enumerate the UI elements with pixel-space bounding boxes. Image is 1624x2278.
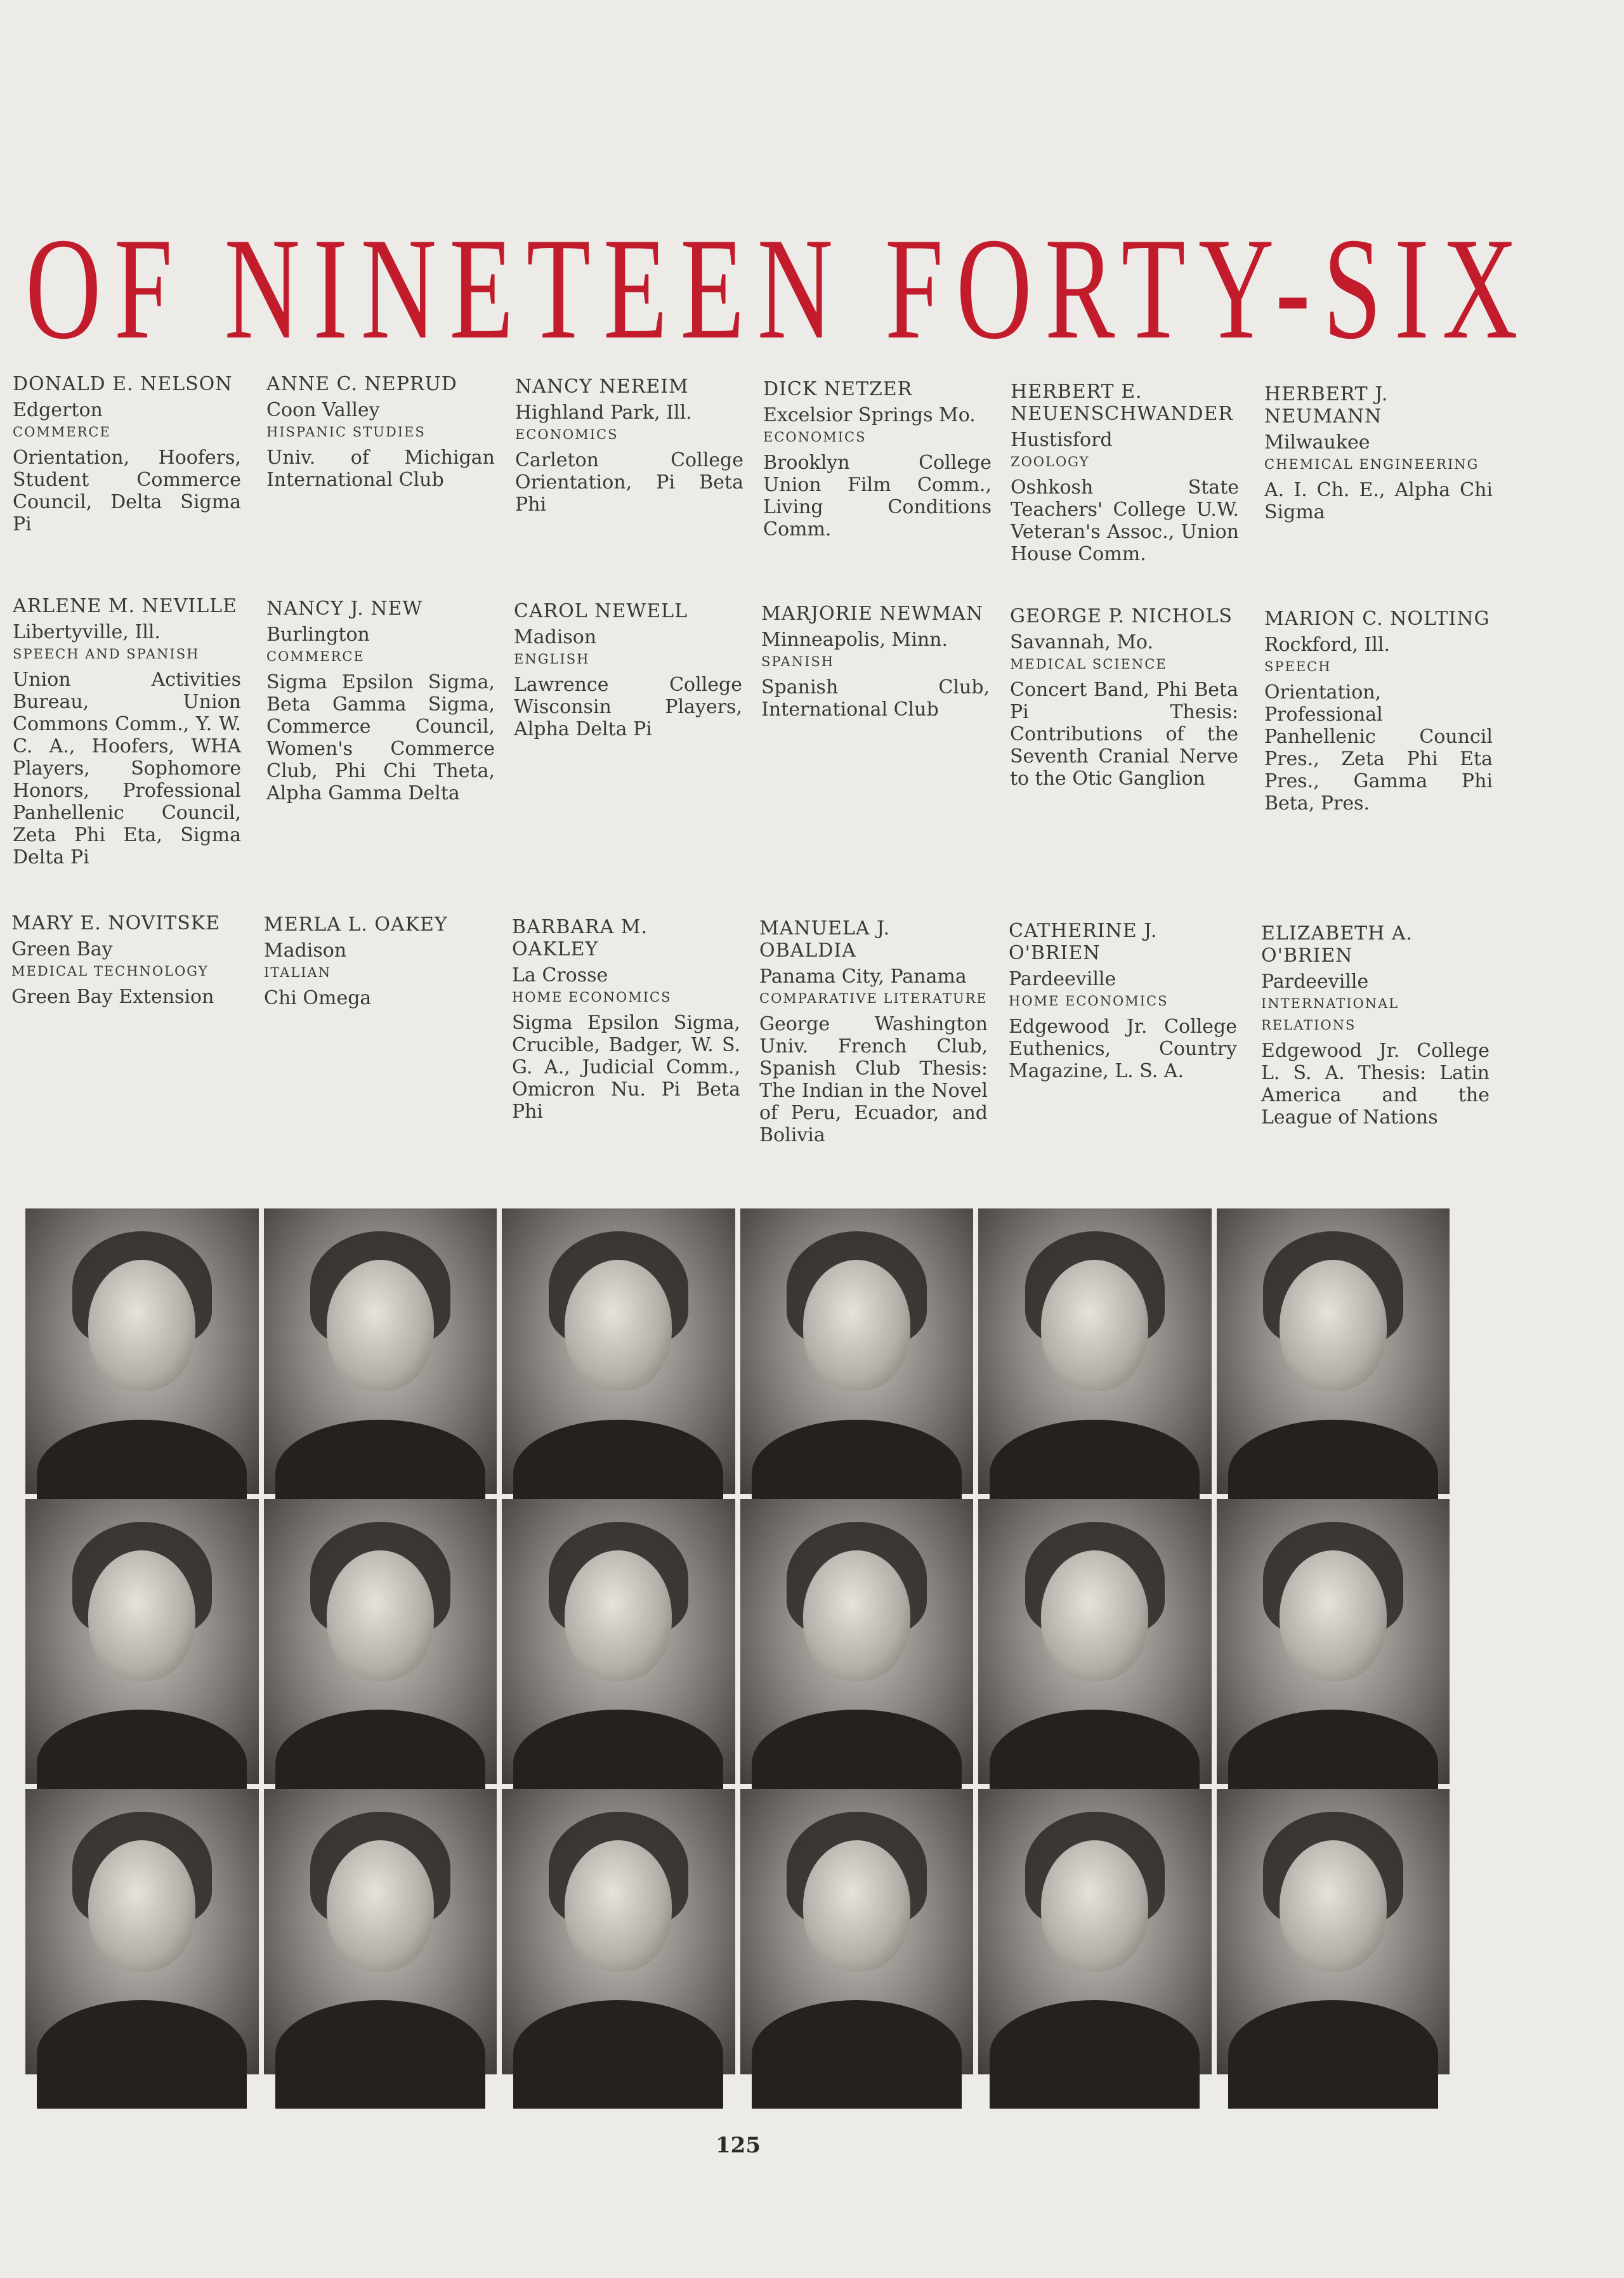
student-entry xyxy=(761,603,990,721)
student-hometown: Coon Valley xyxy=(266,399,380,421)
student-name: ELIZABETH A. O'BRIEN xyxy=(1261,922,1413,967)
student-activities: Oshkosh State Teachers' College U.W. Veteran's Assoc., Union House Comm. xyxy=(1011,476,1239,565)
student-name: MARION C. NOLTING xyxy=(1264,608,1490,630)
student-name: HERBERT J. NEUMANN xyxy=(1264,383,1389,428)
student-activities: Concert Band, Phi Beta Pi Thesis: Contributions of the Seventh Cranial Nerve to the Otic Ganglion xyxy=(1010,679,1238,790)
student-entry xyxy=(1264,383,1493,523)
student-entry xyxy=(514,600,742,740)
student-portrait xyxy=(978,1789,1212,2074)
student-major: MEDICAL SCIENCE xyxy=(1010,657,1167,672)
student-activities: Chi Omega xyxy=(264,987,372,1009)
student-activities: Univ. of Michigan International Club xyxy=(266,447,495,491)
student-portrait xyxy=(502,1208,735,1494)
student-hometown: Excelsior Springs Mo. xyxy=(763,404,976,426)
student-entry xyxy=(13,373,241,535)
student-major: INTERNATIONAL RELATIONS xyxy=(1261,996,1399,1033)
student-name: BARBARA M. OAKLEY xyxy=(512,916,648,960)
student-major: SPANISH xyxy=(761,654,835,669)
student-entry xyxy=(1010,605,1238,790)
student-portrait xyxy=(978,1208,1212,1494)
student-hometown: Pardeeville xyxy=(1009,968,1116,990)
student-entry xyxy=(13,595,241,868)
student-major: SPEECH xyxy=(1264,659,1332,674)
student-entry xyxy=(11,912,240,1008)
student-name: MARJORIE NEWMAN xyxy=(761,603,984,625)
student-activities: George Washington Univ. French Club, Spanish Club Thesis: The Indian in the Novel of Peru, Ecuador, and Bolivia xyxy=(759,1013,988,1146)
student-portrait xyxy=(1217,1499,1450,1784)
student-major: COMMERCE xyxy=(13,424,111,440)
student-portrait xyxy=(978,1499,1212,1784)
student-hometown: Madison xyxy=(514,626,597,648)
student-major: CHEMICAL ENGINEERING xyxy=(1264,457,1479,472)
student-major: SPEECH AND SPANISH xyxy=(13,646,200,662)
student-name: MARY E. NOVITSKE xyxy=(11,912,221,934)
student-portrait xyxy=(25,1789,259,2074)
student-portrait xyxy=(25,1208,259,1494)
student-major: HOME ECONOMICS xyxy=(1009,993,1169,1009)
student-entry xyxy=(1011,381,1239,565)
student-portrait xyxy=(264,1208,497,1494)
student-activities: Sigma Epsilon Sigma, Crucible, Badger, W. S. G. A., Judicial Comm., Omicron Nu. Pi Beta Phi xyxy=(512,1012,740,1123)
student-activities: Union Activities Bureau, Union Commons Comm., Y. W. C. A., Hoofers, WHA Players, Sophomore Honors, Professional Panhellenic Council, Zeta Phi Eta, Sigma Delta Pi xyxy=(13,669,241,868)
student-name: DICK NETZER xyxy=(763,378,913,400)
student-activities: Orientation, Hoofers, Student Commerce Council, Delta Sigma Pi xyxy=(13,447,241,535)
student-activities: Brooklyn College Union Film Comm., Living Conditions Comm. xyxy=(763,452,992,540)
student-name: ANNE C. NEPRUD xyxy=(266,373,457,395)
student-portrait xyxy=(502,1789,735,2074)
student-entry xyxy=(1264,608,1493,815)
student-name: CATHERINE J. O'BRIEN xyxy=(1009,920,1158,964)
student-major: ECONOMICS xyxy=(763,429,867,445)
student-activities: Lawrence College Wisconsin Players, Alpha Delta Pi xyxy=(514,674,742,740)
student-portrait xyxy=(264,1789,497,2074)
student-activities: Edgewood Jr. College L. S. A. Thesis: Latin America and the League of Nations xyxy=(1261,1040,1490,1129)
student-major: ITALIAN xyxy=(264,965,332,980)
student-hometown: Madison xyxy=(264,939,347,962)
student-activities: Orientation, Professional Panhellenic Council Pres., Zeta Phi Eta Pres., Gamma Phi Beta, Pres. xyxy=(1264,681,1493,815)
student-portrait xyxy=(1217,1789,1450,2074)
portrait-grid xyxy=(25,1208,1450,2074)
student-activities: Edgewood Jr. College Euthenics, Country Magazine, L. S. A. xyxy=(1009,1016,1237,1082)
student-major: HISPANIC STUDIES xyxy=(266,424,426,440)
student-activities: Sigma Epsilon Sigma, Beta Gamma Sigma, Commerce Council, Women's Commerce Club, Phi Chi Theta, Alpha Gamma Delta xyxy=(266,671,495,804)
student-name: GEORGE P. NICHOLS xyxy=(1010,605,1233,627)
student-name: NANCY NEREIM xyxy=(515,376,689,398)
student-entry xyxy=(1009,920,1237,1082)
page-number: 125 xyxy=(716,2133,761,2158)
student-activities: Carleton College Orientation, Pi Beta Phi xyxy=(515,449,743,516)
student-entry xyxy=(1261,922,1490,1129)
student-hometown: Pardeeville xyxy=(1261,971,1369,993)
student-name: HERBERT E. NEUENSCHWANDER xyxy=(1011,381,1234,425)
student-portrait xyxy=(740,1208,974,1494)
student-hometown: Burlington xyxy=(266,624,370,646)
student-hometown: Rockford, Ill. xyxy=(1264,634,1390,656)
student-major: ENGLISH xyxy=(514,651,590,667)
student-entry xyxy=(759,917,988,1146)
student-entry xyxy=(264,913,492,1009)
student-major: HOME ECONOMICS xyxy=(512,990,672,1005)
student-major: ZOOLOGY xyxy=(1011,454,1090,469)
student-major: COMPARATIVE LITERATURE xyxy=(759,991,988,1006)
student-portrait xyxy=(264,1499,497,1784)
student-name: MERLA L. OAKEY xyxy=(264,913,448,936)
student-name: CAROL NEWELL xyxy=(514,600,688,622)
page-heading: OF NINETEEN FORTY-SIX xyxy=(25,207,1531,369)
student-hometown: Hustisford xyxy=(1011,429,1113,451)
student-entry xyxy=(763,378,992,540)
student-entry xyxy=(266,373,495,491)
student-hometown: Savannah, Mo. xyxy=(1010,631,1153,653)
student-hometown: Highland Park, Ill. xyxy=(515,402,692,424)
student-portrait xyxy=(502,1499,735,1784)
student-name: ARLENE M. NEVILLE xyxy=(13,595,237,617)
student-hometown: Panama City, Panama xyxy=(759,966,967,988)
student-major: MEDICAL TECHNOLOGY xyxy=(11,964,209,979)
student-hometown: Green Bay xyxy=(11,938,113,960)
student-major: ECONOMICS xyxy=(515,427,619,442)
student-entry xyxy=(512,916,740,1123)
student-portrait xyxy=(740,1789,974,2074)
student-entry xyxy=(515,376,743,516)
student-portrait xyxy=(740,1499,974,1784)
student-hometown: La Crosse xyxy=(512,964,608,986)
student-entry xyxy=(266,598,495,804)
student-name: MANUELA J. OBALDIA xyxy=(759,917,891,962)
student-activities: Green Bay Extension xyxy=(11,986,214,1008)
student-hometown: Edgerton xyxy=(13,399,103,421)
student-activities: A. I. Ch. E., Alpha Chi Sigma xyxy=(1264,479,1493,523)
student-name: NANCY J. NEW xyxy=(266,598,423,620)
student-hometown: Minneapolis, Minn. xyxy=(761,629,948,651)
student-hometown: Milwaukee xyxy=(1264,431,1370,454)
student-major: COMMERCE xyxy=(266,649,365,664)
student-portrait xyxy=(25,1499,259,1784)
student-activities: Spanish Club, International Club xyxy=(761,676,990,721)
student-name: DONALD E. NELSON xyxy=(13,373,233,395)
student-portrait xyxy=(1217,1208,1450,1494)
student-hometown: Libertyville, Ill. xyxy=(13,621,160,643)
